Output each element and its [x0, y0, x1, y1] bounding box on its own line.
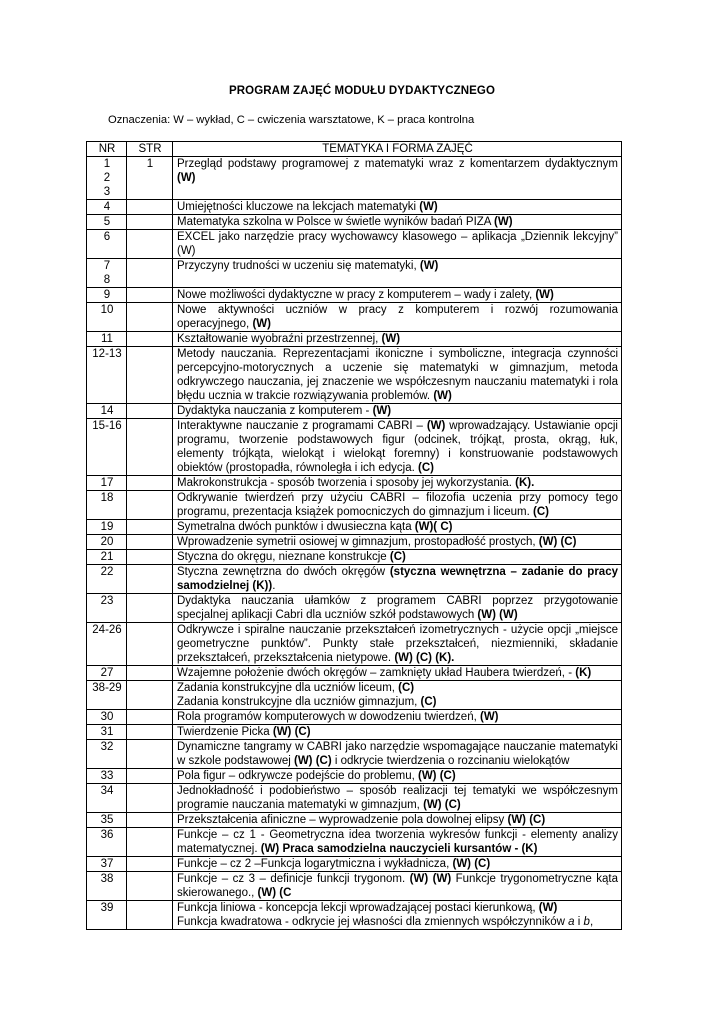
- table-row: [87, 769, 622, 784]
- header-nr: NR: [87, 142, 127, 157]
- page-title: PROGRAM ZAJĘĆ MODUŁU DYDAKTYCZNEGO: [229, 85, 495, 97]
- row-nr: 18: [87, 491, 127, 520]
- row-topic: Styczna zewnętrzna do dwóch okręgów (styczna wewnętrzna – zadanie do pracy samodzielnej (K)).: [173, 565, 622, 594]
- table-row: [87, 901, 622, 930]
- row-nr: 10: [87, 303, 127, 332]
- row-topic: Twierdzenie Picka (W) (C): [173, 725, 622, 740]
- row-str: [127, 332, 173, 347]
- row-nr: 27: [87, 666, 127, 681]
- row-topic: Dydaktyka nauczania z komputerem - (W): [173, 404, 622, 419]
- table-row: [87, 666, 622, 681]
- row-topic: Nowe aktywności uczniów w pracy z komputerem i rozwój rozumowania operacyjnego, (W): [173, 303, 622, 332]
- row-str: [127, 784, 173, 813]
- row-topic: Rola programów komputerowych w dowodzeniu twierdzeń, (W): [173, 710, 622, 725]
- row-str: [127, 857, 173, 872]
- row-topic: Metody nauczania. Reprezentacjami ikoniczne i symboliczne, integracja czynności percepcyjno-motorycznych a uczenie się matematyki w gimnazjum, metoda odkrywczego nauczania, jej znaczenie we współczesnym nauczaniu matematyki i rola błędu ucznia w trakcie rozwiązywania problemów. (W): [173, 347, 622, 404]
- row-str: [127, 259, 173, 288]
- row-nr: 38: [87, 872, 127, 901]
- row-nr: 35: [87, 813, 127, 828]
- program-table: [86, 141, 622, 930]
- table-row: [87, 303, 622, 332]
- row-topic: Funkcje – cz 2 –Funkcja logarytmiczna i wykładnicza, (W) (C): [173, 857, 622, 872]
- row-str: [127, 769, 173, 784]
- row-topic: Funkcja liniowa - koncepcja lekcji wprowadzającej postaci kierunkową, (W) Funkcja kwadratowa - odkrycie jej własności dla zmiennych współczynników a i b,: [173, 901, 622, 930]
- row-str: [127, 740, 173, 769]
- row-nr: 33: [87, 769, 127, 784]
- row-topic: Odkrywcze i spiralne nauczanie przekształceń izometrycznych - użycie opcji „miejsce geometryczne punktów”. Punkty stałe przekształceń, niezmienniki, składanie przekształceń, przekształcenia nietypowe. (W) (C) (K).: [173, 623, 622, 666]
- row-nr: 14: [87, 404, 127, 419]
- table-body: [87, 157, 622, 930]
- row-nr: 6: [87, 230, 127, 259]
- table-row: [87, 828, 622, 857]
- row-str: [127, 491, 173, 520]
- row-str: 1: [127, 157, 173, 200]
- header-topic: TEMATYKA I FORMA ZAJĘĆ: [173, 142, 622, 157]
- table-row: [87, 740, 622, 769]
- row-str: [127, 725, 173, 740]
- row-topic: Pola figur – odkrywcze podejście do problemu, (W) (C): [173, 769, 622, 784]
- row-topic: Makrokonstrukcja - sposób tworzenia i sposoby jej wykorzystania. (K).: [173, 476, 622, 491]
- header-str: STR: [127, 142, 173, 157]
- row-nr: 1 2 3: [87, 157, 127, 200]
- row-str: [127, 230, 173, 259]
- row-nr: 31: [87, 725, 127, 740]
- table-row: [87, 259, 622, 288]
- row-nr: 24-26: [87, 623, 127, 666]
- row-str: [127, 710, 173, 725]
- row-topic: Przegląd podstawy programowej z matematyki wraz z komentarzem dydaktycznym (W): [173, 157, 622, 200]
- table-row: [87, 872, 622, 901]
- row-nr: 11: [87, 332, 127, 347]
- row-nr: 36: [87, 828, 127, 857]
- row-str: [127, 476, 173, 491]
- row-str: [127, 623, 173, 666]
- row-str: [127, 288, 173, 303]
- table-row: [87, 813, 622, 828]
- row-str: [127, 347, 173, 404]
- row-topic: Nowe możliwości dydaktyczne w pracy z komputerem – wady i zalety, (W): [173, 288, 622, 303]
- row-nr: 32: [87, 740, 127, 769]
- row-str: [127, 828, 173, 857]
- row-str: [127, 550, 173, 565]
- table-row: [87, 332, 622, 347]
- row-topic: Symetralna dwóch punktów i dwusieczna kąta (W)( C): [173, 520, 622, 535]
- table-row: [87, 347, 622, 404]
- row-nr: 34: [87, 784, 127, 813]
- row-nr: 4: [87, 200, 127, 215]
- row-nr: 39: [87, 901, 127, 930]
- row-topic: Matematyka szkolna w Polsce w świetle wyników badań PIZA (W): [173, 215, 622, 230]
- row-nr: 21: [87, 550, 127, 565]
- row-nr: 9: [87, 288, 127, 303]
- row-nr: 12-13: [87, 347, 127, 404]
- row-topic: Interaktywne nauczanie z programami CABRI – (W) wprowadzający. Ustawianie opcji programu, tworzenie podstawowych figur (odcinek, trójkąt, prosta, okrąg, łuk, elementy trójkąta, wielokąt i wielokąt foremny) i konstruowanie podstawowych obiektów (prostopadła, równoległa i ich edycja. (C): [173, 419, 622, 476]
- table-row: [87, 623, 622, 666]
- table-row: [87, 784, 622, 813]
- row-str: [127, 419, 173, 476]
- row-topic: Styczna do okręgu, nieznane konstrukcje (C): [173, 550, 622, 565]
- row-topic: Wprowadzenie symetrii osiowej w gimnazjum, prostopadłość prostych, (W) (C): [173, 535, 622, 550]
- table-row: [87, 594, 622, 623]
- table-row: [87, 710, 622, 725]
- table-row: [87, 215, 622, 230]
- row-topic: Funkcje – cz 3 – definicje funkcji trygonom. (W) (W) Funkcje trygonometryczne kąta skierowanego., (W) (C: [173, 872, 622, 901]
- row-str: [127, 872, 173, 901]
- row-nr: 22: [87, 565, 127, 594]
- row-topic: Jednokładność i podobieństwo – sposób realizacji tej tematyki we współczesnym programie nauczania matematyki w gimnazjum, (W) (C): [173, 784, 622, 813]
- row-topic: Odkrywanie twierdzeń przy użyciu CABRI – filozofia uczenia przy pomocy tego programu, prezentacja książek pomocniczych do gimnazjum i liceum. (C): [173, 491, 622, 520]
- table-row: [87, 200, 622, 215]
- table-row: [87, 404, 622, 419]
- row-str: [127, 535, 173, 550]
- row-nr: 30: [87, 710, 127, 725]
- row-topic: Funkcje – cz 1 - Geometryczna idea tworzenia wykresów funkcji - elementy analizy matematycznej. (W) Praca samodzielna nauczycieli kursantów - (K): [173, 828, 622, 857]
- table-row: [87, 157, 622, 200]
- row-nr: 7 8: [87, 259, 127, 288]
- table-row: [87, 491, 622, 520]
- table-row: [87, 857, 622, 872]
- row-str: [127, 303, 173, 332]
- row-nr: 20: [87, 535, 127, 550]
- row-nr: 23: [87, 594, 127, 623]
- table-row: [87, 565, 622, 594]
- row-nr: 37: [87, 857, 127, 872]
- row-topic: Zadania konstrukcyjne dla uczniów liceum, (C) Zadania konstrukcyjne dla uczniów gimnazjum, (C): [173, 681, 622, 710]
- row-nr: 38-29: [87, 681, 127, 710]
- row-str: [127, 901, 173, 930]
- table-row: [87, 288, 622, 303]
- table-row: [87, 230, 622, 259]
- row-str: [127, 813, 173, 828]
- row-nr: 17: [87, 476, 127, 491]
- table-row: [87, 550, 622, 565]
- row-nr: 15-16: [87, 419, 127, 476]
- row-topic: Kształtowanie wyobraźni przestrzennej, (W): [173, 332, 622, 347]
- row-str: [127, 520, 173, 535]
- row-topic: Wzajemne położenie dwóch okręgów – zamknięty układ Haubera twierdzeń, - (K): [173, 666, 622, 681]
- table-header-row: [87, 142, 622, 157]
- table-row: [87, 520, 622, 535]
- row-topic: Dynamiczne tangramy w CABRI jako narzędzie wspomagające nauczanie matematyki w szkole podstawowej (W) (C) i odkrycie twierdzenia o rozcinaniu wielokątów: [173, 740, 622, 769]
- row-str: [127, 666, 173, 681]
- row-topic: Umiejętności kluczowe na lekcjach matematyki (W): [173, 200, 622, 215]
- row-topic: Przyczyny trudności w uczeniu się matematyki, (W): [173, 259, 622, 288]
- row-nr: 5: [87, 215, 127, 230]
- row-str: [127, 594, 173, 623]
- table-row: [87, 535, 622, 550]
- row-topic: Dydaktyka nauczania ułamków z programem CABRI poprzez przygotowanie specjalnej aplikacji Cabri dla uczniów szkół podstawowych (W) (W): [173, 594, 622, 623]
- row-topic: EXCEL jako narzędzie pracy wychowawcy klasowego – aplikacja „Dziennik lekcyjny” (W): [173, 230, 622, 259]
- row-str: [127, 215, 173, 230]
- table-row: [87, 419, 622, 476]
- row-str: [127, 200, 173, 215]
- row-str: [127, 565, 173, 594]
- row-str: [127, 404, 173, 419]
- legend-text: Oznaczenia: W – wykład, C – cwiczenia warsztatowe, K – praca kontrolna: [108, 114, 475, 126]
- table-row: [87, 476, 622, 491]
- table-row: [87, 681, 622, 710]
- row-nr: 19: [87, 520, 127, 535]
- row-str: [127, 681, 173, 710]
- row-topic: Przekształcenia afiniczne – wyprowadzenie pola dowolnej elipsy (W) (C): [173, 813, 622, 828]
- table-row: [87, 725, 622, 740]
